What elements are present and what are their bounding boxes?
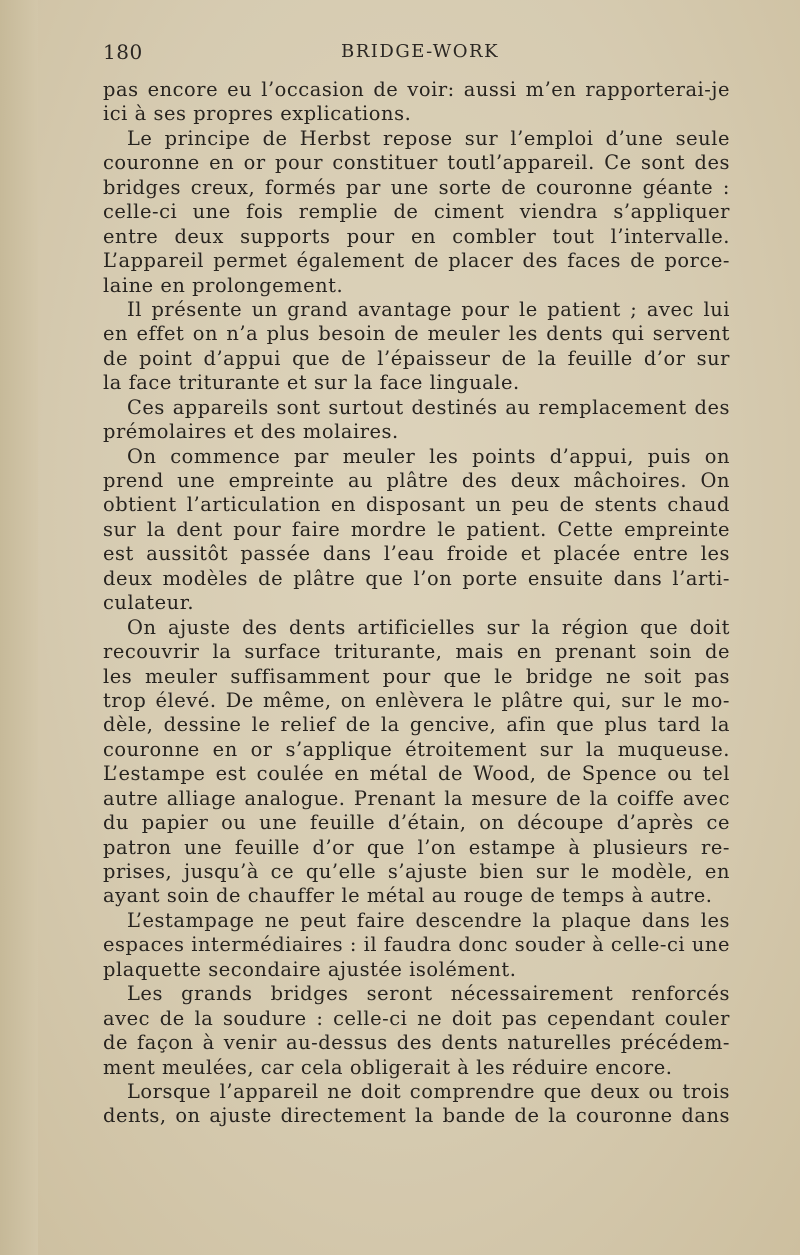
- text-line: sur la dent pour faire mordre le patient. Cette empreinte: [103, 517, 730, 541]
- page-left-edge: [0, 0, 38, 1255]
- text-line: On commence par meuler les points d’appui, puis on: [127, 444, 730, 468]
- text-line: couronne en or s’applique étroitement sur la muqueuse.: [103, 737, 730, 761]
- text-line: ici à ses propres explications.: [103, 102, 412, 126]
- text-line: ayant soin de chauffer le métal au rouge de temps à autre.: [103, 884, 713, 908]
- text-line: du papier ou une feuille d’étain, on découpe d’après ce: [103, 811, 730, 835]
- text-line: dents, on ajuste directement la bande de la couronne dans: [103, 1104, 730, 1128]
- text-line: bridges creux, formés par une sorte de couronne géante :: [103, 175, 730, 199]
- text-line: patron une feuille d’or que l’on estampe à plusieurs re-: [103, 835, 730, 859]
- text-line: prises, jusqu’à ce qu’elle s’ajuste bien sur le modèle, en: [103, 860, 730, 883]
- text-line: est aussitôt passée dans l’eau froide et placée entre les: [103, 542, 730, 566]
- text-line: Le principe de Herbst repose sur l’emploi d’une seule: [127, 126, 730, 150]
- text-line: pas encore eu l’occasion de voir: aussi m’en rapporterai-je: [103, 78, 730, 101]
- text-line: ment meulées, car cela obligerait à les réduire encore.: [103, 1055, 673, 1079]
- text-line: On ajuste des dents artificielles sur la région que doit: [127, 615, 730, 639]
- text-line: culateur.: [103, 591, 195, 615]
- page-header: [103, 40, 730, 66]
- text-line: prémolaires et des molaires.: [103, 420, 399, 444]
- text-line: Les grands bridges seront nécessairement renforcés: [127, 982, 730, 1006]
- text-line: L’appareil permet également de placer des faces de porce-: [103, 249, 730, 273]
- text-line: la face triturante et sur la face linguale.: [103, 371, 520, 395]
- text-line: avec de la soudure : celle-ci ne doit pas cependant couler: [103, 1006, 730, 1030]
- text-line: Il présente un grand avantage pour le patient ; avec lui: [127, 297, 730, 321]
- text-line: recouvrir la surface triturante, mais en prenant soin de: [103, 640, 730, 664]
- text-line: couronne en or pour constituer toutl’appareil. Ce sont des: [103, 151, 730, 175]
- text-line: espaces intermédiaires : il faudra donc souder à celle-ci une: [103, 933, 730, 957]
- body-text: [103, 78, 730, 1129]
- text-line: obtient l’articulation en disposant un peu de stents chaud: [103, 493, 730, 517]
- text-line: autre alliage analogue. Prenant la mesure de la coiffe avec: [103, 786, 730, 810]
- text-line: de point d’appui que de l’épaisseur de la feuille d’or sur: [103, 346, 730, 370]
- text-line: L’estampage ne peut faire descendre la plaque dans les: [127, 908, 730, 932]
- text-line: celle-ci une fois remplie de ciment viendra s’appliquer: [103, 200, 730, 224]
- text-line: deux modèles de plâtre que l’on porte ensuite dans l’arti-: [103, 566, 730, 590]
- text-line: plaquette secondaire ajustée isolément.: [103, 957, 517, 981]
- text-line: laine en prolongement.: [103, 273, 344, 297]
- text-line: Ces appareils sont surtout destinés au remplacement des: [127, 395, 730, 419]
- text-line: dèle, dessine le relief de la gencive, afin que plus tard la: [103, 713, 730, 737]
- text-line: L’estampe est coulée en métal de Wood, de Spence ou tel: [103, 762, 730, 786]
- text-line: prend une empreinte au plâtre des deux mâchoires. On: [103, 469, 730, 492]
- text-line: trop élevé. De même, on enlèvera le plâtre qui, sur le mo-: [103, 688, 730, 712]
- page-number: 180: [103, 40, 143, 64]
- text-line: Lorsque l’appareil ne doit comprendre que deux ou trois: [127, 1079, 730, 1103]
- text-line: de façon à venir au-dessus des dents naturelles précédem-: [103, 1031, 730, 1055]
- running-head: BRIDGE-WORK: [341, 41, 500, 62]
- text-line: entre deux supports pour en combler tout l’intervalle.: [103, 224, 730, 248]
- text-line: les meuler suffisamment pour que le bridge ne soit pas: [103, 664, 730, 688]
- text-line: en effet on n’a plus besoin de meuler les dents qui servent: [103, 322, 730, 346]
